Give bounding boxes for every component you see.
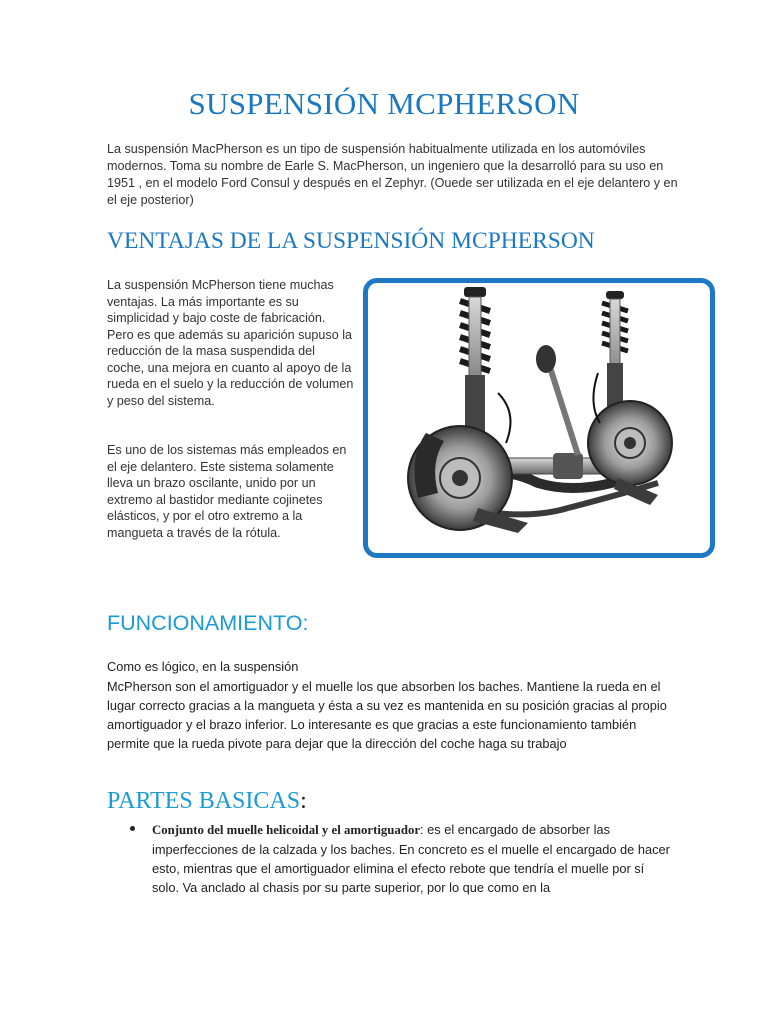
list-item [152,820,672,897]
ventajas-paragraph-2: Es uno de los sistemas más empleados en el eje delantero. Este sistema solamente lleva un brazo oscilante, unido por un extremo al bastidor mediante cojinetes elásticos, y por el otro extremo a la mangueta a través de la rótula. [107,443,347,540]
mcpherson-suspension-illustration [368,283,710,553]
intro-paragraph: La suspensión MacPherson es un tipo de suspensión habitualmente utilizada en los automóviles modernos. Toma su nombre de Earle S. MacPherson, un ingeniero que la desarrolló para su uso en 1951 , en el modelo Ford Consul y después en el Zephyr. (Ouede ser utilizada en el eje delantero y en el eje posterior) [107,142,678,207]
funcionamiento-lead: Como es lógico, en la suspensión [107,659,299,674]
funcionamiento-heading: FUNCIONAMIENTO: [107,611,309,635]
ventajas-paragraph-1: La suspensión McPherson tiene muchas ventajas. La más importante es su simplicidad y bajo coste de fabricación. Pero es que además su aparición supuso la reducción de la masa suspendida del coche, una mejora en cuanto al apoyo de la rueda en el suelo y la reducción de volumen y peso del sistema. [107,278,354,408]
page-title: SUSPENSIÓN MCPHERSON [188,86,580,121]
funcionamiento-paragraph: McPherson son el amortiguador y el muelle los que absorben los baches. Mantiene la rueda en el lugar correcto gracias a la mangueta y ésta a su vez es mantenida en su posición gracias al propio amortiguador y el brazo inferior. Lo interesante es que gracias a este funcionamiento también permite que la rueda pivote para dejar que la dirección del coche haga su trabajo [107,679,667,751]
suspension-photo [363,278,715,558]
partes-heading-text: PARTES BASICAS [107,788,301,814]
partes-heading-colon: : [300,788,307,814]
list-item-text: : es el encargado de absorber las imperfecciones de la calzada y los baches. En concreto es el muelle el encargado de hacer esto, mientras que el amortiguador elimina el efecto rebote que tendría el muelle por sí solo. Va anclado al chasis por su parte superior, por lo que como en la [152,822,670,895]
partes-heading [107,788,307,815]
list-item-term: Conjunto del muelle helicoidal y el amortiguador [152,823,421,837]
ventajas-heading: VENTAJAS DE LA SUSPENSIÓN MCPHERSON [107,228,595,254]
bullet-icon [130,826,135,831]
